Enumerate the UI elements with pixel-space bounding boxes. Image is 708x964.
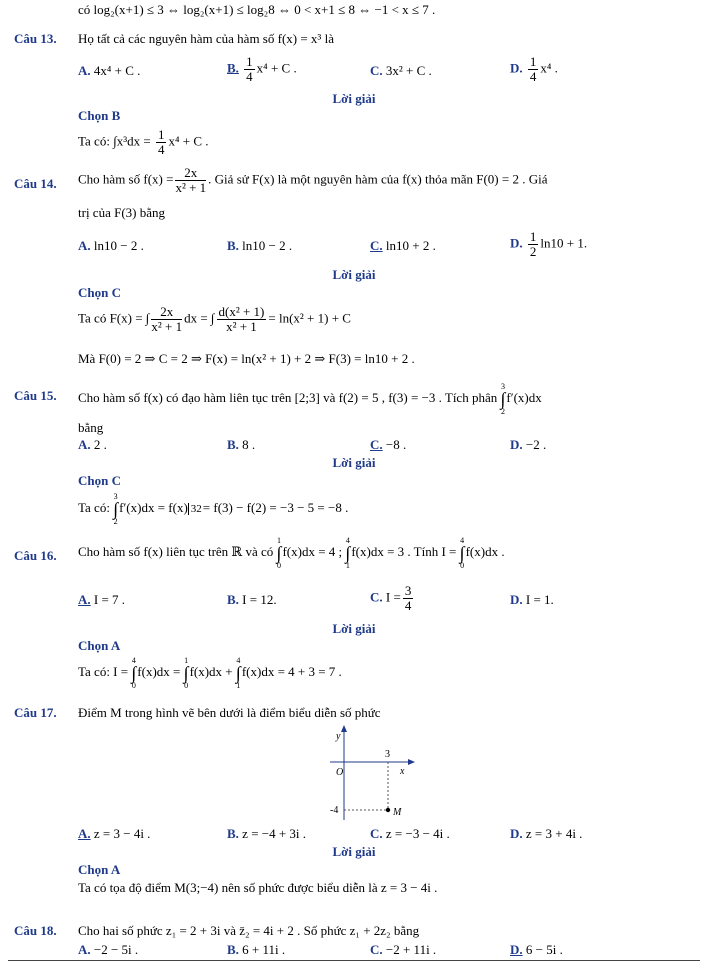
- question-15-text-cont: bằng: [78, 420, 104, 435]
- option-letter: C.: [370, 63, 383, 78]
- fraction: $\frac{2x}{\text{x² + 1}}$: [175, 165, 207, 195]
- question-13-text: Họ tất cả các nguyên hàm của hàm số f(x) = x³ là: [78, 31, 334, 46]
- q13-option-c[interactable]: [370, 63, 432, 79]
- question-14-text-cont: trị của F(3) bằng: [78, 205, 166, 220]
- solution-heading: Lời giải: [332, 844, 376, 859]
- fraction: $\frac{1}{4}$: [246, 54, 253, 84]
- option-value: 3x² + C .: [385, 63, 432, 78]
- q16-work: Ta có: I = 4 ∫ 0f(x)dx = 1 ∫ 0f(x)dx + 4 ∫ 1f(x)dx = 4 + 3 = 7 .: [78, 656, 342, 690]
- q18-option-b[interactable]: B. 6 + 11i .: [227, 942, 286, 957]
- q13-option-d[interactable]: [510, 55, 558, 84]
- fraction: $\frac{1}{4}$: [529, 54, 537, 84]
- q16-option-a[interactable]: A. I = 7 .: [78, 592, 126, 607]
- option-value: x⁴ + C .: [256, 60, 297, 76]
- q18-option-c[interactable]: C. −2 + 11i .: [370, 942, 437, 957]
- y-axis-arrow: [341, 725, 347, 732]
- question-17-number: Câu 17.: [14, 705, 57, 720]
- fraction: $\frac{1}{4}$: [157, 127, 165, 157]
- q14-work-2: Mà F(0) = 2 ⇒ C = 2 ⇒ F(x) = ln(x² + 1) + 2 ⇒ F(3) = ln10 + 2 .: [78, 351, 415, 366]
- q14-option-b[interactable]: B. ln10 − 2 .: [227, 238, 293, 253]
- complex-plane-graph: [326, 724, 416, 824]
- q16-option-b[interactable]: B. I = 12.: [227, 592, 277, 607]
- q15-option-d[interactable]: D. −2 .: [510, 437, 547, 452]
- question-18-text: Cho hai số phức z₁ = 2 + 3i và z̄₂ = 4i + 2 . Số phức z₁ + 2z₂ bằng: [78, 923, 420, 938]
- q14-option-c[interactable]: C. ln10 + 2 .: [370, 238, 436, 253]
- q16-option-c[interactable]: C. I = $\frac{3}{4}$: [370, 583, 412, 613]
- point-label: M: [393, 807, 402, 818]
- q15-option-a[interactable]: A. 2 .: [78, 437, 107, 452]
- tick-y-label: -4: [330, 805, 339, 816]
- q13-option-b[interactable]: [227, 55, 297, 84]
- question-13-number: Câu 13.: [14, 31, 57, 46]
- question-16-text: Cho hàm số f(x) liên tục trên ℝ và có 1 ∫ 0f(x)dx = 4 ; 4 ∫ 1f(x)dx = 3 . Tính I = 4 ∫ 0f(x)dx .: [78, 536, 505, 570]
- option-letter: D.: [510, 60, 523, 76]
- solution-heading: Lời giải: [332, 267, 376, 282]
- q17-work: Ta có tọa độ điểm M(3;−4) nên số phức được biểu diễn là z = 3 − 4i .: [78, 880, 438, 895]
- q14-work-1: Ta có F(x) = ∫ $\frac{2x}{\text{x² + 1}}$ dx = ∫ $\frac{\text{d(x² + 1)}}{\text{x² + 1}}$ = ln(x² + 1) + C: [78, 304, 351, 334]
- question-16-number: Câu 16.: [14, 548, 57, 563]
- question-15-number: Câu 15.: [14, 388, 57, 403]
- solution-heading: Lời giải: [332, 455, 376, 470]
- question-14-number: Câu 14.: [14, 176, 57, 191]
- fraction: $\frac{3}{4}$: [404, 583, 412, 613]
- q17-option-c[interactable]: C. z = −3 − 4i .: [370, 826, 450, 841]
- origin-label: O: [336, 767, 344, 778]
- point-m: [386, 808, 390, 812]
- option-value: 4x⁴ + C .: [93, 63, 141, 78]
- integral-limits: 3 ∫ 2: [113, 492, 119, 526]
- x-label: x: [400, 766, 405, 777]
- q13-chosen: Chọn B: [78, 108, 121, 123]
- q15-option-b[interactable]: B. 8 .: [227, 437, 256, 452]
- q17-option-a[interactable]: A. z = 3 − 4i .: [78, 826, 151, 841]
- option-letter: B.: [227, 60, 239, 76]
- q17-chosen: Chọn A: [78, 862, 121, 877]
- q13-option-a[interactable]: [78, 63, 140, 79]
- question-14-text: Cho hàm số f(x) = $\frac{2x}{\text{x² + 1}}$ . Giả sử F(x) là một nguyên hàm của f(x) thỏa mãn F(0) = 2 . Giá: [78, 165, 548, 195]
- q15-chosen: Chọn C: [78, 473, 121, 488]
- q17-option-b[interactable]: B. z = −4 + 3i .: [227, 826, 307, 841]
- question-18-number: Câu 18.: [14, 923, 57, 938]
- integral-limits: 3 ∫ 2: [500, 382, 506, 416]
- q14-chosen: Chọn C: [78, 285, 121, 300]
- q14-option-a[interactable]: A. ln10 − 2 .: [78, 238, 144, 253]
- page-bottom-rule: [8, 960, 700, 961]
- fraction: $\frac{\text{d(x² + 1)}}{\text{x² + 1}}$: [218, 304, 265, 334]
- q15-option-c[interactable]: C. −8 .: [370, 437, 407, 452]
- option-value: x⁴ .: [540, 60, 558, 76]
- question-15-text: Cho hàm số f(x) có đạo hàm liên tục trên [2;3] và f(2) = 5 , f(3) = −3 . Tích phân 3 ∫ 2f′(x)dx: [78, 382, 542, 416]
- fraction: $\frac{1}{2}$: [529, 229, 537, 259]
- q13-work: Ta có: ∫x³dx = $\frac{1}{4}$ x⁴ + C .: [78, 127, 209, 157]
- solution-heading: Lời giải: [332, 621, 376, 636]
- q17-option-d[interactable]: D. z = 3 + 4i .: [510, 826, 583, 841]
- q16-chosen: Chọn A: [78, 638, 121, 653]
- q18-option-a[interactable]: A. −2 − 5i .: [78, 942, 139, 957]
- solution-heading: Lời giải: [332, 91, 376, 106]
- question-17-text: Điểm M trong hình vẽ bên dưới là điểm biểu diễn số phức: [78, 705, 381, 720]
- top-line: có log₂(x+1) ≤ 3 ⇔ log₂(x+1) ≤ log₂8 ⇔ 0 < x+1 ≤ 8 ⇔ −1 < x ≤ 7 .: [78, 2, 436, 17]
- q18-option-d[interactable]: D. 6 − 5i .: [510, 942, 563, 957]
- tick-x-label: 3: [385, 749, 390, 760]
- x-axis-arrow: [408, 759, 415, 765]
- q14-option-d[interactable]: D. $\frac{1}{2}$ ln10 + 1.: [510, 229, 588, 259]
- y-label: y: [336, 731, 341, 742]
- q16-option-d[interactable]: D. I = 1.: [510, 592, 554, 607]
- option-letter: A.: [78, 63, 91, 78]
- q15-work: Ta có: 3 ∫ 2f′(x)dx = f(x) 32= f(3) − f(2) = −3 − 5 = −8 .: [78, 492, 349, 526]
- fraction: $\frac{2x}{\text{x² + 1}}$: [151, 304, 183, 334]
